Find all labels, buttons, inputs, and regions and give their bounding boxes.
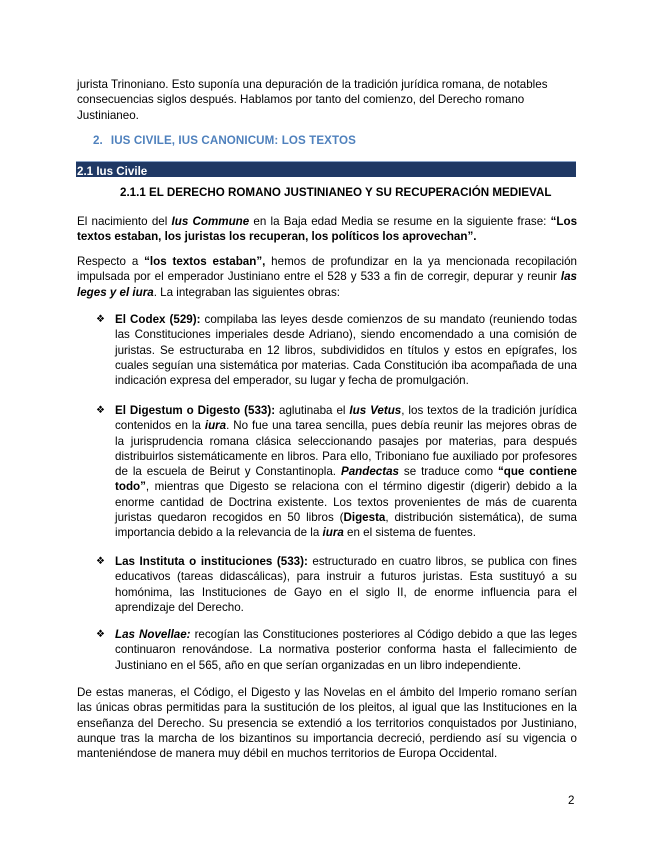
bullet-icon: ❖ [96, 556, 105, 567]
item-text: , distribución sistemática), de suma importancia debido a la relevancia de la [115, 511, 577, 540]
item-text: estructurado en cuatro libros, se publica con fines educativos (tareas didascálicas), para instruir a futuros juristas. Esta sustituyó a su homónima, las Instituciones de Gayo en el siglo II, de enorme influencia para el aprendizaje del Derecho. [115, 555, 577, 614]
item-text: compilaba las leyes desde comienzos de su mandato (reuniendo todas las Constituciones imperiales desde Adriano), siendo encomendado a una comisión de juristas. Se estructuraba en 12 libros, subdivididos en títulos y estos en epígrafes, los cuales seguían una sistemática por materias. Cada Constitución iba acompañada de una indicación expresa del emperador, su lugar y fecha de promulgación. [115, 313, 577, 388]
item-text: , los textos de la tradición jurídica contenidos en la [115, 404, 577, 433]
closing-paragraph: De estas maneras, el Código, el Digesto y las Novelas en el ámbito del Imperio romano serían las únicas obras permitidas para la sustitución de los pleitos, al igual que las Instituciones en la enseñanza del Derecho. Su presencia se extendió a los territorios conquistados por Justiniano, aunque tras la marcha de los bizantinos su importancia decreció, perdiendo así su vigencia o manteniéndose de manera muy débil en muchos territorios de Europa Occidental. [77, 686, 577, 761]
intro-line-2: consecuencias siglos después. Hablamos por tanto del comienzo, del Derecho romano [77, 93, 525, 107]
item-emphasis: Pandectas [340, 465, 399, 479]
item-emphasis: Ius Vetus [349, 404, 402, 417]
quote-bold: “los textos estaban”, [144, 255, 266, 268]
section-number: 2. [93, 134, 103, 147]
item-text: se traduce como [398, 465, 498, 479]
page-number: 2 [568, 794, 575, 807]
text-run: hemos de profundizar en la ya mencionada recopilación impulsada por el emperador Justiniano entre el 528 y 533 a fin de corregir, depurar y reunir [77, 255, 577, 284]
item-text: en el sistema de fuentes. [343, 526, 476, 540]
intro-paragraph [77, 77, 577, 123]
item-emphasis: iura [322, 526, 344, 540]
item-title: El Digestum o Digesto (533): [115, 404, 276, 417]
item-text: , mientras que Digesto se relaciona con el término digestir (digerir) debido a la enorme cantidad de Doctrina existente. Los textos provenientes de más de cuarenta juristas quedaron recogidos en 50 libros ( [115, 480, 577, 525]
bullet-icon: ❖ [96, 629, 105, 640]
item-bold: Digesta [343, 511, 386, 525]
list-item-novellae [115, 627, 577, 673]
bullet-icon: ❖ [96, 405, 105, 416]
item-title: Las Instituta o instituciones (533): [115, 555, 308, 568]
section-title: IUS CIVILE, IUS CANONICUM: LOS TEXTOS [110, 134, 356, 147]
item-text: aglutinaba el [275, 404, 350, 417]
intro-line-3: Justinianeo. [77, 108, 139, 122]
text-run: . La integraban las siguientes obras: [153, 285, 340, 299]
list-item-instituta [115, 554, 577, 615]
paragraph-textos [77, 254, 577, 300]
item-title: El Codex (529): [115, 313, 201, 326]
quote-bold: “Los textos estaban, los juristas los recuperan, los políticos los aprovechan”. [77, 215, 578, 244]
item-emphasis: iura [204, 419, 227, 433]
text-run: El nacimiento del [77, 215, 172, 228]
paragraph-ius-commune [77, 214, 577, 245]
section-heading-2 [93, 134, 356, 147]
text-run-emphasis: las leges y el iura [77, 270, 577, 299]
item-title: Las Novellae: [115, 628, 191, 641]
item-text: recogían las Constituciones posteriores al Código debido a que las leges continuaron renovándose. La normativa posterior conforma hasta el fallecimiento de Justiniano en el 565, año en que serían organizadas en un libro independiente. [115, 628, 577, 672]
subsubsection-heading: 2.1.1 EL DERECHO ROMANO JUSTINIANEO Y SU RECUPERACIÓN MEDIEVAL [120, 186, 552, 199]
subsection-banner [76, 161, 576, 177]
intro-line-1: jurista Trinoniano. Esto suponía una depuración de la tradición jurídica romana, de notables [77, 78, 548, 91]
bullet-icon: ❖ [96, 314, 105, 325]
text-run: Respecto a [77, 255, 145, 268]
text-run-emphasis: Ius Commune [171, 215, 250, 228]
item-text: . No fue una tarea sencilla, pues debía reunir las mejores obras de la jurisprudencia romana clásica seleccionando pasajes por materias, para después distribuirlos sistemáticamente en libros. Para ello, Triboniano fue auxiliado por profesores de la escuela de Beirut y Constantinopla. [115, 419, 577, 479]
item-quote: “que contiene todo” [115, 465, 577, 494]
text-run: en la Baja edad Media se resume en la siguiente frase: [249, 215, 551, 228]
subsection-title: 2.1 Ius Civile [77, 165, 148, 178]
list-item-codex [115, 312, 577, 388]
list-item-digesto [115, 403, 577, 541]
